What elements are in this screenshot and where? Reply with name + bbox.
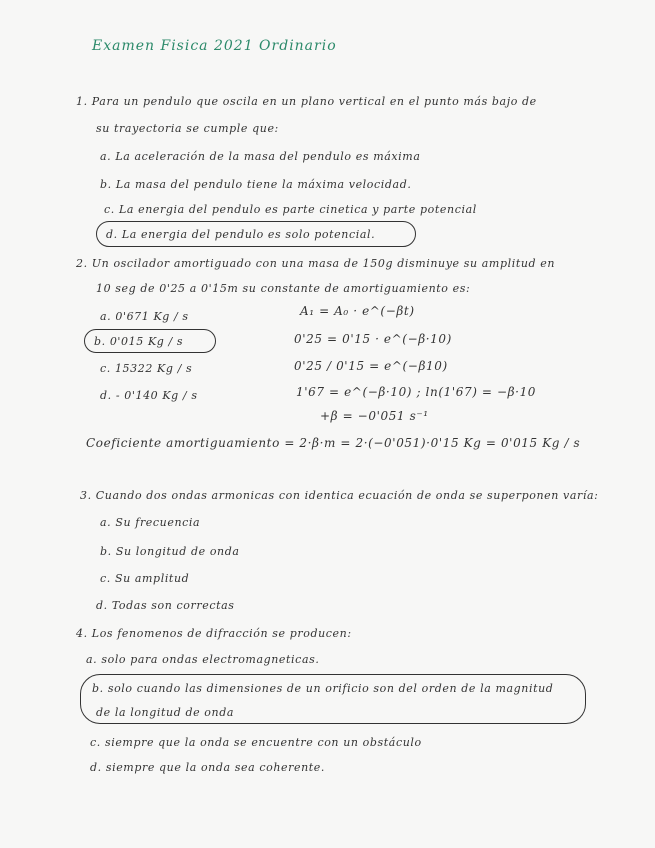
q3-stem: 3. Cuando dos ondas armonicas con identica ecuación de onda se superponen varía: (80, 489, 599, 502)
q4-option-a: a. solo para ondas electromagneticas. (86, 653, 320, 666)
q1-stem-line1: 1. Para un pendulo que oscila en un plano vertical en el punto más bajo de (76, 95, 537, 108)
q2-stem-line2: 10 seg de 0'25 a 0'15m su constante de amortiguamiento es: (96, 282, 471, 295)
q4-stem: 4. Los fenomenos de difracción se producen: (76, 627, 352, 640)
q2-work-eq4: 1'67 = e^(−β·10) ; ln(1'67) = −β·10 (296, 385, 537, 399)
q3-option-c: c. Su amplitud (100, 572, 190, 585)
q1-option-c: c. La energia del pendulo es parte cinetica y parte potencial (104, 203, 477, 216)
q3-option-a: a. Su frecuencia (100, 516, 201, 529)
q2-work-eq1: A₁ = A₀ · e^(−βt) (300, 304, 415, 318)
q2-option-c: c. 15322 Kg / s (100, 362, 193, 375)
q4-option-c: c. siempre que la onda se encuentre con un obstáculo (90, 736, 422, 749)
q2-coefficient-result: Coeficiente amortiguamiento = 2·β·m = 2·(−0'051)·0'15 Kg = 0'015 Kg / s (86, 436, 581, 450)
q2-work-eq3: 0'25 / 0'15 = e^(−β10) (294, 359, 448, 373)
q4-option-b-line1: b. solo cuando las dimensiones de un orificio son del orden de la magnitud (92, 682, 554, 695)
q2-option-a: a. 0'671 Kg / s (100, 310, 189, 323)
q2-option-d: d. - 0'140 Kg / s (100, 389, 198, 402)
q2-work-eq5: +β = −0'051 s⁻¹ (320, 409, 429, 423)
q1-option-d: d. La energia del pendulo es solo potencial. (106, 228, 376, 241)
q3-option-d: d. Todas son correctas (96, 599, 235, 612)
q2-work-eq2: 0'25 = 0'15 · e^(−β·10) (294, 332, 452, 346)
q4-option-b-line2: de la longitud de onda (96, 706, 235, 719)
exam-title: Examen Fisica 2021 Ordinario (92, 38, 337, 54)
q4-option-d: d. siempre que la onda sea coherente. (90, 761, 326, 774)
q1-option-b: b. La masa del pendulo tiene la máxima velocidad. (100, 178, 412, 191)
q1-stem-line2: su trayectoria se cumple que: (96, 122, 279, 135)
q3-option-b: b. Su longitud de onda (100, 545, 240, 558)
q2-option-b: b. 0'015 Kg / s (94, 335, 184, 348)
q1-option-a: a. La aceleración de la masa del pendulo es máxima (100, 150, 421, 163)
q2-stem-line1: 2. Un oscilador amortiguado con una masa de 150g disminuye su amplitud en (76, 257, 556, 270)
